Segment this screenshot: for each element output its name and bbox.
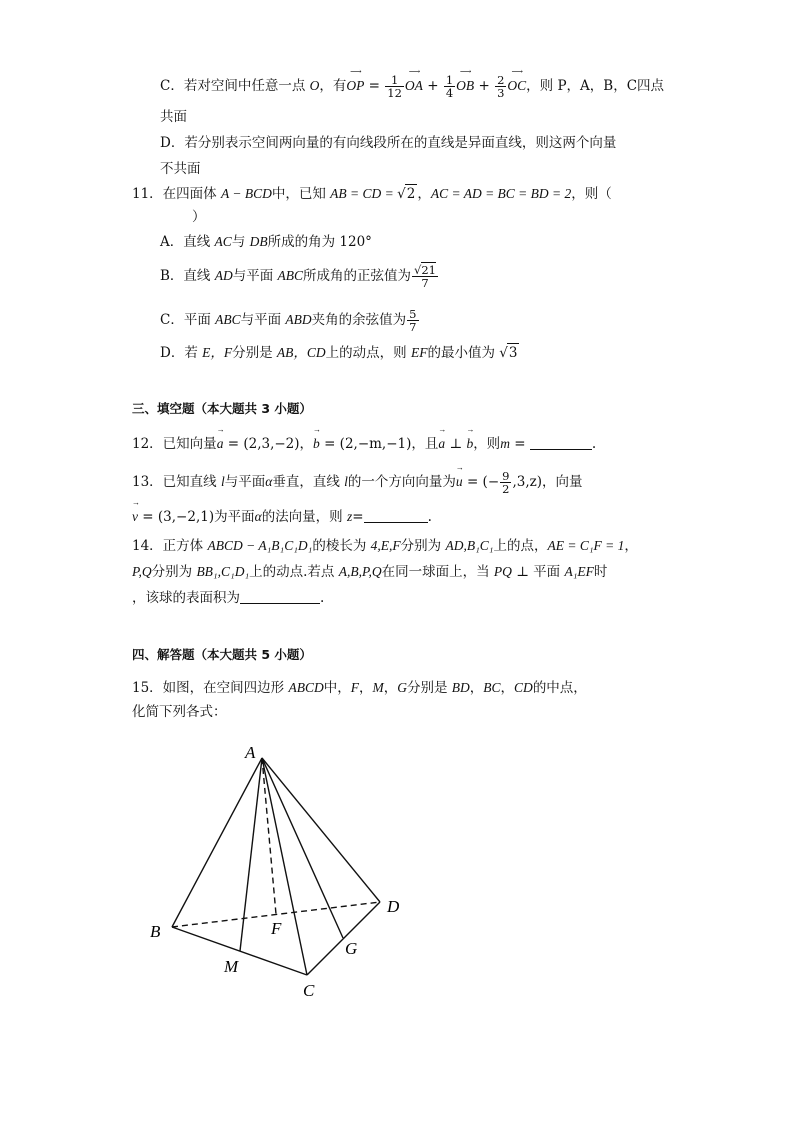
- label-f: F: [271, 919, 282, 938]
- edge-ac: [262, 758, 307, 975]
- label-a: A: [245, 743, 256, 762]
- label-b: B: [150, 922, 161, 941]
- q15-line2: 化简下列各式：: [132, 704, 227, 720]
- label-c: C: [303, 981, 315, 1000]
- edge-bd-hidden: [172, 902, 380, 927]
- q11-option-c: C．平面 ABC与平面 ABD夹角的余弦值为 $\frac{5}{7}$: [160, 307, 417, 334]
- q13-answer-blank[interactable]: [364, 508, 428, 523]
- q11-stem-close: ）: [192, 209, 206, 225]
- q14-line1: 14．正方体 ABCD − A₁B₁C₁D₁的棱长为 4,E,F分别为 AD,B₁C₁上的点，AE = C₁F = 1，: [132, 538, 638, 554]
- q10-option-c-line2: 共面: [160, 109, 187, 125]
- q11-option-d: D．若 E，F分别是 AB，CD上的动点，则 EF的最小值为 √3: [160, 345, 518, 361]
- segment-af-hidden: [262, 758, 276, 914]
- label-d: D: [387, 897, 400, 916]
- q10-option-c-line1: C．若对空间中任意一点 O，有 ⟶ OP = $\frac{1}{12}$ ⟶ OA + $\frac{1}{4}$ ⟶ OB + $\frac{2}{3}$ ⟶ OC，则 P，A，B，C四点: [160, 67, 665, 100]
- q14-answer-blank[interactable]: [240, 589, 320, 604]
- segment-am: [240, 758, 262, 951]
- edge-cd: [307, 902, 380, 975]
- label-m: M: [224, 957, 239, 976]
- q11-option-a: A．直线 AC与 DB所成的角为 120°: [160, 234, 372, 250]
- q11-stem: 11．在四面体 A − BCD中，已知 AB = CD = √2 ，AC = AD = BC = BD = 2，则（: [132, 186, 612, 202]
- q14-line2: P,Q分别为 BB₁,C₁D₁上的动点.若点 A,B,P,Q在同一球面上，当 PQ ⊥ 平面 A₁EF时: [132, 564, 608, 580]
- section-4-heading: 四、解答题（本大题共 5 小题）: [132, 647, 312, 662]
- label-g: G: [345, 939, 358, 958]
- edge-ad: [262, 758, 380, 902]
- q12: 12．已知向量 → a = (2,3,−2)， → b = (2,−m,−1)，且 → a ⊥ → b，则m = .: [132, 425, 597, 452]
- q14-line3: ，该球的表面积为 .: [132, 590, 325, 606]
- section-3-heading: 三、填空题（本大题共 3 小题）: [132, 401, 312, 416]
- q11-option-b: B．直线 AD与平面 ABC所成角的正弦值为 $\frac{√21}{7}$: [160, 263, 436, 290]
- q13-line1: 13．已知直线 l与平面α垂直，直线 l的一个方向向量为 → u = (− $\frac{9}{2}$ ,3,z)，向量: [132, 463, 583, 496]
- q12-answer-blank[interactable]: [530, 435, 592, 450]
- edge-ab: [172, 758, 262, 927]
- q13-line2: → v = (3,−2,1)为平面α的法向量，则 z= .: [132, 498, 432, 525]
- q10-option-d-line2: 不共面: [160, 161, 201, 177]
- edge-bc: [172, 927, 307, 975]
- q10-option-d-line1: D．若分别表示空间两向量的有向线段所在的直线是异面直线，则这两个向量: [160, 135, 617, 151]
- q15-line1: 15．如图，在空间四边形 ABCD中，F，M，G分别是 BD，BC，CD的中点，: [132, 680, 587, 696]
- segment-ag: [262, 758, 343, 938]
